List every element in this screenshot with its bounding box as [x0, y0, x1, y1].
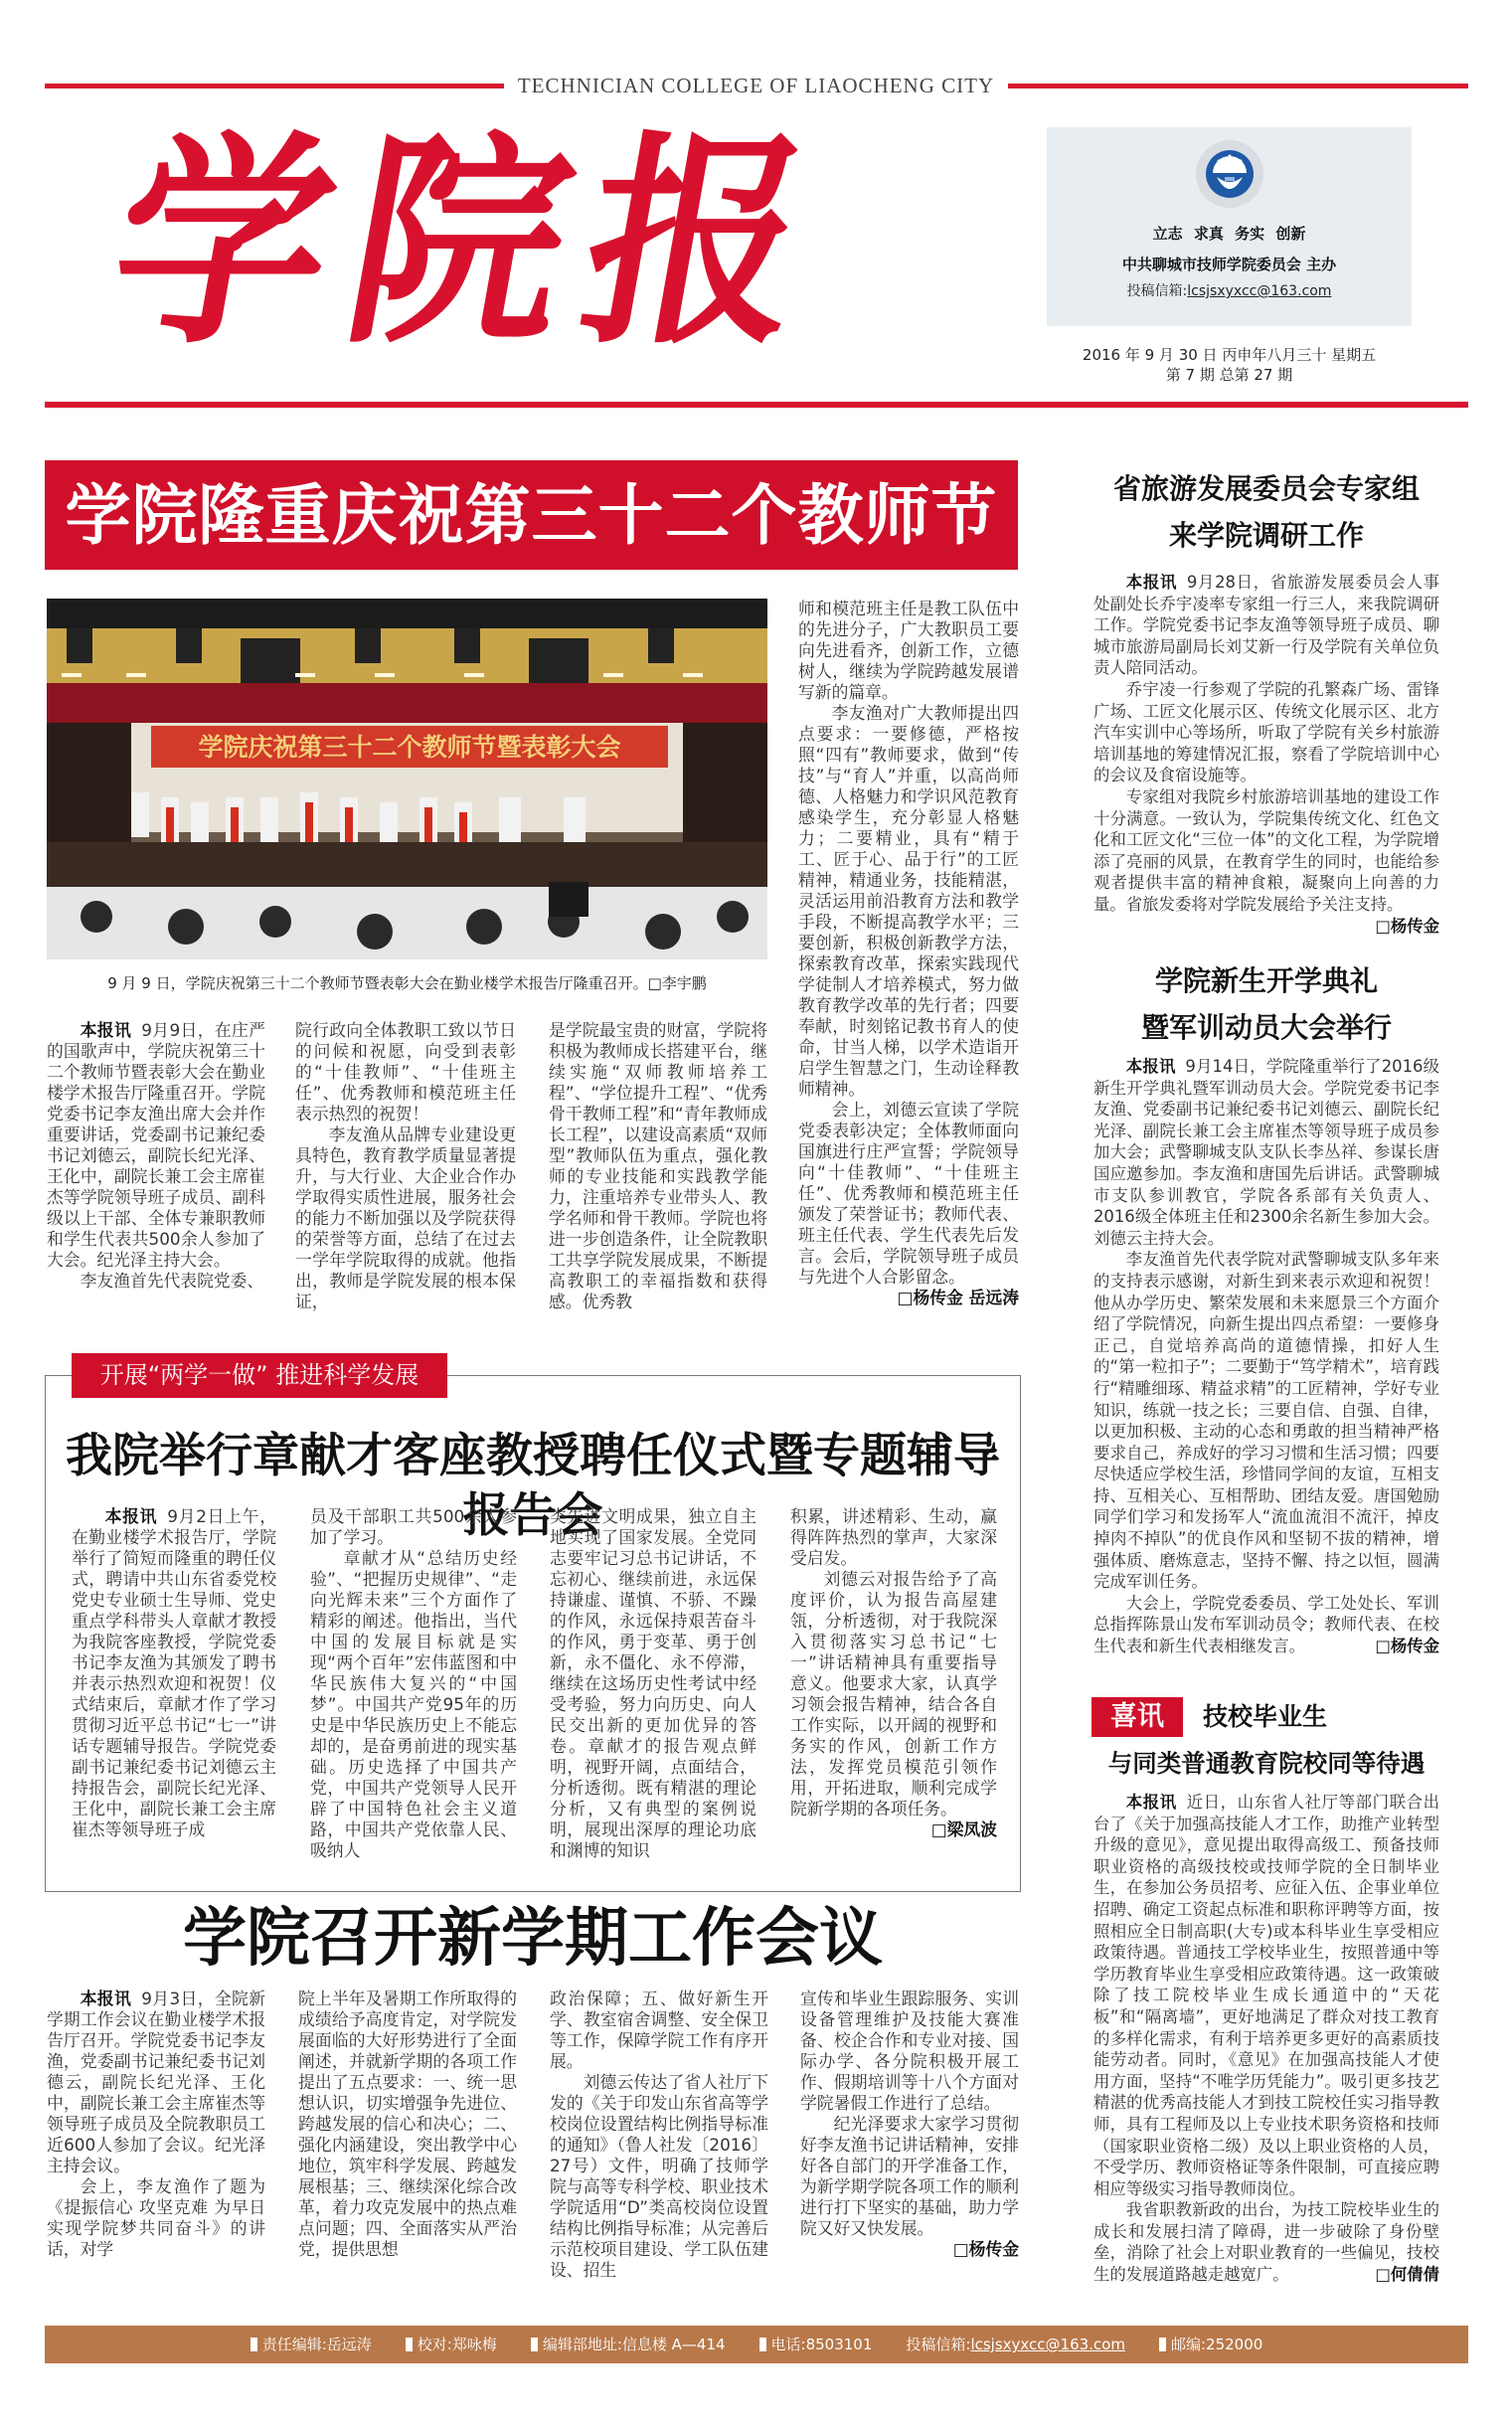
paragraph-text: 9月3日，全院新学期工作会议在勤业楼学术报告厅召开。学院党委书记李友渔，党委副书记兼纪委书记刘德云，副院长纪光泽、王化中，副院长兼工会主席崔杰等领导班子成员及全院教职员工近600人参加了会议。纪光泽主持会议。	[47, 1989, 265, 2175]
paragraph	[1093, 1593, 1439, 1657]
paragraph	[550, 2072, 768, 2281]
footer-address: 编辑部地址:信息楼 A—414	[531, 2326, 726, 2363]
paragraph-text: 9月9日，在庄严的国歌声中，学院庆祝第三十二个教师节暨表彰大会在勤业楼学术报告厅隆重召开。学院党委书记李友渔出席大会并作重要讲话，党委副书记兼纪委书记刘德云，副院长纪光泽、王化中，副院长兼工会主席崔杰等学院领导班子成员、副科级以上干部、全体专兼职教师和学生代表共500余人参加了大会。纪光泽主持大会。	[47, 1020, 265, 1270]
dateline-lead: 本报讯	[1125, 1057, 1176, 1076]
email-link[interactable]: lcsjsxyxcc@163.com	[1187, 283, 1332, 299]
paragraph	[1093, 1792, 1439, 2199]
paragraph	[1093, 786, 1439, 936]
lead-column-4	[798, 599, 1019, 1308]
paragraph-text: 大会上，学院党委委员、学工处处长、军训总指挥陈景山发布军训动员令；教师代表、在校生代表和新生代表相继发言。	[1093, 1593, 1439, 1656]
issue-number: 第 7 期 总第 27 期	[1165, 366, 1293, 384]
paragraph-text: 纪光泽要求大家学习贯彻好李友渔书记讲话精神，安排好各自部门的开学准备工作，为新学期学院各项工作的顺利进行打下坚实的基础，助力学院又好又快发展。	[800, 2114, 1019, 2238]
paragraph	[790, 1506, 997, 1569]
headline-line: 学院新生开学典礼	[1154, 964, 1378, 997]
paragraph	[550, 1506, 756, 1861]
dateline-lead: 本报讯	[104, 1506, 158, 1526]
paragraph-text: 师和模范班主任是教工队伍中的先进分子，广大教职员工要向先进看齐，创新工作，立德树人，继续为学院跨越发展谱写新的篇章。	[798, 599, 1019, 702]
paragraph-text: 9月28日，省旅游发展委员会人事处副处长乔宇凌率专家组一行三人，来我院调研工作。学院党委书记李友渔等领导班子成员、聊城市旅游局副局长刘艾新一行及学院有关单位负责人陪同活动。	[1093, 573, 1439, 678]
paragraph	[298, 1989, 517, 2260]
college-logo-icon	[1195, 139, 1264, 209]
paragraph-text: 积累，讲述精彩、生动，赢得阵阵热烈的掌声，大家深受启发。	[790, 1506, 997, 1568]
college-motto: 立志 求真 务实 创新	[1152, 225, 1306, 243]
paragraph	[1093, 2199, 1439, 2285]
byline: □杨传金	[952, 2239, 1019, 2259]
footer-bar	[45, 2326, 1468, 2363]
paragraph	[47, 2176, 265, 2260]
paragraph-text: 近日，山东省人社厅等部门联合出台了《关于加强高技能人才工作，助推产业转型升级的意见》，意见提出取得高级工、预备技师职业资格的高级技校或技师学院的全日制毕业生，在参加公务员招考、应征入伍、企事业单位招聘、确定工资起点标准和职称评聘等方面，按照相应全日制高职(大专)或本科毕业生享受相应政策待遇。普通技工学校毕业生，按照普通中等学历教育毕业生享受相应政策待遇。这一政策破除了技工院校毕业生成长通道中的“天花板”和“隔离墙”，更好地满足了群众对技工教育的多样化需求，有利于培养更多更好的高素质技能劳动者。同时，《意见》在加强高技能人才使用方面，坚持“不唯学历凭能力”。吸引更多技艺精湛的优秀高技能人才到技工院校任实习指导教师，具有工程师及以上专业技术职务资格和技师（国家职业资格二级）及以上职业资格的人员，不受学历、教师资格证等条件限制，可直接应聘相应等级实习指导教师岗位。	[1093, 1793, 1440, 2198]
paragraph-text: 类先进文明成果，独立自主地实现了国家发展。全党同志要牢记习总书记讲话，不忘初心、继续前进，永远保持谦虚、谨慎、不骄、不躁的作风，永远保持艰苦奋斗的作风，勇于变革、勇于创新，永不僵化、永不停滞，继续在这场历史性考试中经受考验，努力向历史、向人民交出新的更加优异的答卷。章献才的报告观点鲜明，视野开阔，点面结合，分析透彻。既有精湛的理论分析，又有典型的案例说明，展现出深厚的理论功底和渊博的知识	[550, 1506, 756, 1860]
paragraph	[1093, 679, 1439, 786]
paragraph-text: 专家组对我院乡村旅游培训基地的建设工作十分满意。一致认为，学院集传统文化、红色文化和工匠文化“三位一体”的文化工程，为学院增添了亮丽的风景，在教育学生的同时，也能给参观者提供丰富的精神食粮，凝聚向上向善的力量。省旅发委将对学院发展给予关注支持。	[1093, 786, 1439, 914]
byline: □梁凤波	[930, 1819, 997, 1839]
paragraph	[310, 1506, 517, 1548]
paragraph	[550, 1989, 768, 2072]
paragraph	[798, 1100, 1019, 1307]
footer-email	[906, 2326, 1125, 2363]
tourism-body	[1093, 572, 1439, 937]
tourism-headline	[1093, 465, 1439, 559]
paragraph	[798, 703, 1019, 1100]
lead-column-2	[295, 1020, 516, 1312]
paragraph-text: 9月14日，学院隆重举行了2016级新生开学典礼暨军训动员大会。学院党委书记李友渔、党委副书记兼纪委书记刘德云、副院长纪光泽、副院长兼工会主席崔杰等领导班子成员参加大会；武警聊城支队支队长李丛祥、参谋长唐国应邀参加。李友渔和唐国先后讲话。武警聊城市支队参训教官，学院各系部有关负责人、2016级全体班主任和2300余名新生参加大会。刘德云主持大会。	[1093, 1057, 1439, 1248]
paragraph	[47, 1989, 265, 2176]
byline: □杨传金	[1375, 1637, 1439, 1656]
dateline	[1047, 345, 1412, 385]
paragraph	[790, 1569, 997, 1819]
paragraph	[295, 1125, 516, 1312]
bottom-column-2	[298, 1989, 517, 2260]
paragraph-text: 员及干部职工共500余人参加了学习。	[310, 1506, 517, 1547]
lead-column-3	[549, 1020, 767, 1312]
footer-email-link[interactable]: lcsjsxyxcc@163.com	[970, 2336, 1125, 2353]
paragraph-text: 刘德云传达了省人社厅下发的《关于印发山东省高等学校岗位设置结构比例指导标准的通知》（鲁人社发〔2016〕27号）文件，明确了技师学院与高等专科学校、职业技术学院适用“D”类高校岗位设置结构比例指导标准；从完善后示范校项目建设、学工队伍建设、招生	[550, 2072, 768, 2280]
english-name	[0, 74, 1512, 98]
section-tab: 开展“两学一做” 推进科学发展	[72, 1353, 447, 1398]
graduates-body	[1093, 1792, 1439, 2286]
headline-line: 省旅游发展委员会专家组	[1112, 472, 1420, 505]
photo-caption: 9 月 9 日，学院庆祝第三十二个教师节暨表彰大会在勤业楼学术报告厅隆重召开。□李宇鹏	[107, 974, 707, 992]
headline-line: 暨军训动员大会举行	[1140, 1011, 1392, 1044]
footer-editor: 责任编辑:岳远涛	[251, 2326, 372, 2363]
footer-postcode: 邮编:252000	[1159, 2326, 1262, 2363]
sponsor: 中共聊城市技师学院委员会 主办	[1121, 256, 1337, 273]
dateline-lead: 本报讯	[1125, 573, 1178, 592]
byline: □杨传金 岳远涛	[897, 1288, 1019, 1307]
paragraph-text: 我省职教新政的出台，为技工院校毕业生的成长和发展扫清了障碍，进一步破除了身份壁垒，消除了社会上对职业教育的一些偏见，技校生的发展道路越走越宽广。	[1093, 2200, 1439, 2285]
paragraph-text: 会上，李友渔作了题为《提振信心 攻坚克难 为早日实现学院梦共同奋斗》的讲话，对学	[47, 2176, 265, 2259]
paragraph-text: 院行政向全体教职工致以节日的问候和祝愿，向受到表彰的“十佳教师”、“十佳班主任”、优秀教师和模范班主任表示热烈的祝贺！	[295, 1020, 516, 1124]
email-label: 投稿信箱:	[1126, 283, 1188, 299]
paragraph	[798, 599, 1019, 703]
paragraph	[72, 1506, 276, 1840]
paragraph-text: 乔宇凌一行参观了学院的孔繁森广场、雷锋广场、工匠文化展示区、传统文化展示区、北方汽车实训中心等场所，听取了学院有关乡村旅游培训基地的筹建情况汇报，察看了学院培训中心的会议及食宿设施等。	[1093, 679, 1439, 785]
ceremony-photo	[47, 599, 767, 959]
lead-headline: 学院隆重庆祝第三十二个教师节	[45, 460, 1018, 570]
box-column-2	[310, 1506, 517, 1861]
issue-date: 2016 年 9 月 30 日 丙申年八月三十 星期五	[1082, 346, 1377, 364]
paragraph-text: 章献才从“总结历史经验”、“把握历史规律”、“走向光辉未来”三个方面作了精彩的阐述。他指出，当代中国的发展目标就是实现“两个百年”宏伟蓝图和中华民族伟大复兴的“中国梦”。中国共产党95年的历史是中华民族历史上不能忘却的，是奋勇前进的现实基础。历史选择了中国共产党，中国共产党领导人民开辟了中国特色社会主义道路，中国共产党依靠人民、吸纳人	[310, 1548, 517, 1860]
bottom-column-4	[800, 1989, 1019, 2260]
paragraph-text: 李友渔对广大教师提出四点要求：一要修德，严格按照“四有”教师要求，做到“传技”与“育人”并重，以高尚师德、人格魅力和学识风范教育感染学生，充分彰显人格魅力；二要精业，具有“精于工、匠于心、品于行”的工匠精神，精通业务，技能精湛，灵活运用前沿教育方法和教学手段，不断提高教学水平；三要创新，积极创新教学方法，探索教育改革，探索实践现代学徒制人才培养模式，努力做教育教学改革的先行者；四要奉献，时刻铭记教书育人的使命，甘当人梯，以学术造诣开启学生智慧之门，生动诠释教师精神。	[798, 703, 1019, 1099]
bottom-column-3	[550, 1989, 768, 2281]
freshmen-body	[1093, 1056, 1439, 1657]
dateline-lead: 本报讯	[1125, 1793, 1177, 1812]
paragraph	[1093, 572, 1439, 679]
dateline-lead: 本报讯	[80, 1020, 132, 1040]
footer-proofreader: 校对:郑咏梅	[406, 2326, 497, 2363]
byline: □何倩倩	[1375, 2265, 1439, 2285]
paragraph-text: 是学院最宝贵的财富，学院将积极为教师成长搭建平台，继续实施“双师教师培养工程”、“学位提升工程”、“优秀骨干教师工程”和“青年教师成长工程”，以建设高素质“双师型”教师队伍为重点，强化教师的专业技能和实践教学能力，注重培养专业带头人、教学名师和骨干教师。学院也将进一步创造条件，让全院教职工共享学院发展成果，不断提高教职工的幸福指数和获得感。优秀教	[549, 1020, 767, 1311]
box-headline: 我院举行章献才客座教授聘任仪式暨专题辅导报告会	[66, 1429, 1000, 1543]
paragraph-text: 9月2日上午，在勤业楼学术报告厅，学院举行了简短而隆重的聘任仪式，聘请中共山东省委党校党史专业硕士生导师、党史重点学科带头人章献才教授为我院客座教授，学院党委书记李友渔为其颁发了聘书并表示热烈欢迎和祝贺！仪式结束后，章献才作了学习贯彻习近平总书记“七一”讲话专题辅导报告。学院党委副书记兼纪委书记刘德云主持报告会，副院长纪光泽、王化中，副院长兼工会主席崔杰等领导班子成	[72, 1506, 276, 1839]
box-column-3	[550, 1506, 756, 1861]
box-column-1	[72, 1506, 276, 1840]
paragraph-text: 李友渔从品牌专业建设更具特色，教育教学质量显著提升，与大行业、大企业合作办学取得实质性进展，服务社会的能力不断加强以及学院获得的荣誉等方面，总结了在过去一学年学院取得的成就。他指出，教师是学院发展的根本保证，	[295, 1125, 516, 1311]
box-column-4	[790, 1506, 997, 1840]
submission-email	[1047, 280, 1412, 300]
paragraph-text: 政治保障；五、做好新生开学、教室宿舍调整、安全保卫等工作，保障学院工作有序开展。	[550, 1989, 768, 2071]
footer-phone: 电话:8503101	[759, 2326, 873, 2363]
paragraph	[295, 1020, 516, 1125]
paragraph	[1093, 1056, 1439, 1249]
paragraph	[800, 1989, 1019, 2114]
paragraph-text: 院上半年及暑期工作所取得的成绩给予高度肯定，对学院发展面临的大好形势进行了全面阐述，并就新学期的各项工作提出了五点要求：一、统一思想认识，切实增强争先进位、跨越发展的信心和决心；二、强化内涵建设，突出教学中心地位，筑牢科学发展、跨越发展根基；三、继续深化综合改革，着力攻克发展中的热点难点问题；四、全面落实从严治党，提供思想	[298, 1989, 517, 2259]
paragraph-text: 李友渔首先代表院党委、	[80, 1271, 264, 1291]
bottom-column-1	[47, 1989, 265, 2260]
headline-line: 来学院调研工作	[1168, 519, 1364, 552]
paragraph-text: 李友渔首先代表学院对武警聊城支队多年来的支持表示感谢，对新生到来表示欢迎和祝贺！他从办学历史、繁荣发展和未来愿景三个方面介绍了学院情况，向新生提出四点希望：一要修身正己，自觉培养高尚的道德情操，扣好人生的“第一粒扣子”；二要勤于“笃学精术”，培育践行“精雕细琢、精益求精”的工匠精神，学好专业知识，练就一技之长；三要自信、自强、自律，以更加积极、主动的心态和勇敢的担当精神严格要求自己，养成好的学习习惯和生活习惯；四要尽快适应学校生活，珍惜同学间的友谊，互相支持、互相关心、互相帮助、团结友爱。唐国勉励同学们学习和发扬军人“流血流泪不流汗，掉皮掉肉不掉队”的优良作风和坚韧不拔的精神，增强体质、磨炼意志，坚持不懈、持之以恒，圆满完成军训任务。	[1093, 1250, 1439, 1592]
paragraph-text: 刘德云对报告给予了高度评价，认为报告高屋建瓴，分析透彻，对于我院深入贯彻落实习总书记“七一”讲话精神具有重要指导意义。他要求大家，认真学习领会报告精神，结合各自工作实际，以开阔的视野和务实的作风，创新工作方法，发挥党员模范引领作用，开拓进取，顺利完成学院新学期的各项任务。	[790, 1569, 997, 1818]
paragraph	[1093, 1249, 1439, 1593]
dateline-lead: 本报讯	[80, 1989, 132, 2008]
paragraph-text: 宣传和毕业生跟踪服务、实训设备管理维护及技能大赛准备、校企合作和专业对接、国际办学、各分院积极开展工作、假期培训等十八个方面对学院暑假工作进行了总结。	[800, 1989, 1019, 2113]
paragraph	[47, 1271, 265, 1292]
byline: □杨传金	[1375, 916, 1439, 936]
newspaper-title: 学院报	[93, 109, 848, 375]
paragraph	[47, 1020, 265, 1271]
paragraph-text: 会上，刘德云宣读了学院党委表彰决定；全体教师面向国旗进行庄严宣誓；学院领导向“十佳教师”、“十佳班主任”、优秀教师和模范班主任颁发了荣誉证书；教师代表、班主任代表、学生代表先后发言。会后，学院领导班子成员与先进个人合影留念。	[798, 1100, 1019, 1287]
english-name-text: TECHNICIAN COLLEGE OF LIAOCHENG CITY	[504, 74, 1008, 97]
publisher-info-box	[1047, 127, 1412, 326]
bottom-headline: 学院召开新学期工作会议	[183, 1901, 883, 1976]
paragraph	[310, 1548, 517, 1861]
masthead-bottom-rule	[45, 402, 1468, 408]
graduates-headline-line-1: 技校毕业生	[1203, 1702, 1328, 1731]
photo-banner-text: 学院庆祝第三十二个教师节暨表彰大会	[198, 733, 621, 762]
paragraph	[800, 2114, 1019, 2259]
paragraph	[549, 1020, 767, 1312]
graduates-headline-line-2: 与同类普通教育院校同等待遇	[1107, 1749, 1426, 1778]
footer-email-label: 投稿信箱:	[906, 2336, 971, 2353]
good-news-tag: 喜讯	[1092, 1697, 1183, 1737]
freshmen-headline	[1093, 957, 1439, 1051]
lead-column-1	[47, 1020, 265, 1292]
